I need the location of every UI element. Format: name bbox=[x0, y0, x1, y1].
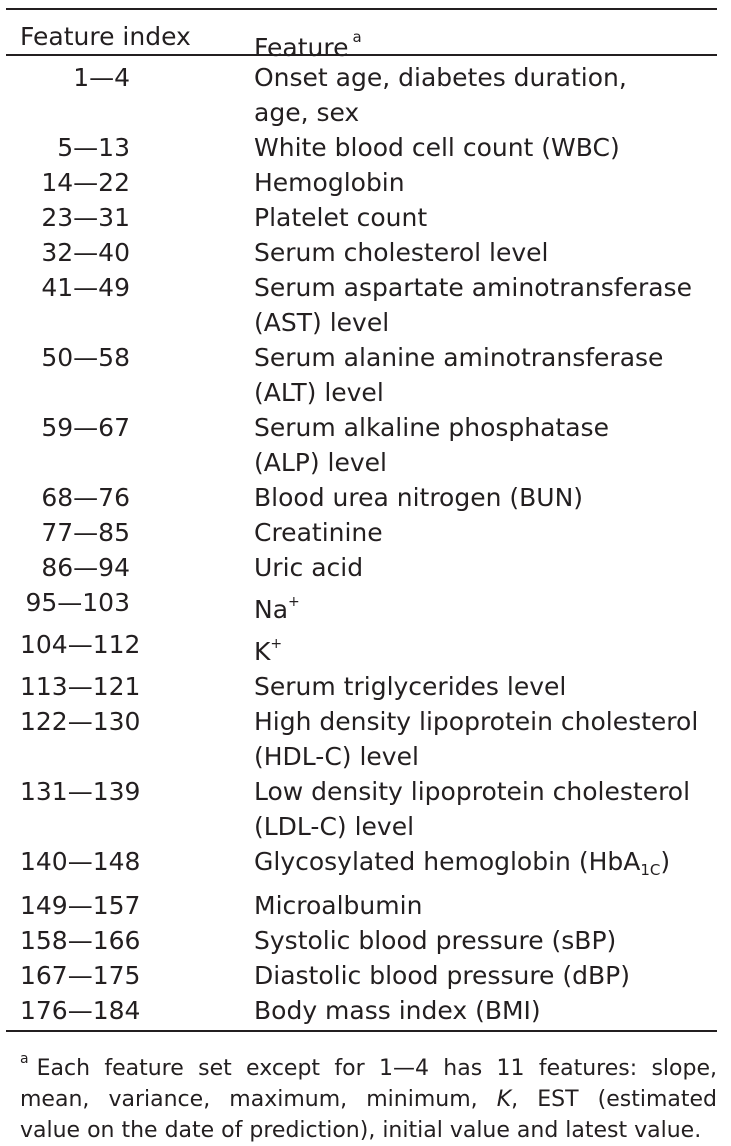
feature-index-cell bbox=[0, 923, 246, 958]
feature-cell bbox=[246, 704, 731, 774]
table-row bbox=[0, 200, 731, 235]
table-row bbox=[0, 515, 731, 550]
feature-text: age, sex bbox=[254, 98, 360, 127]
table-row bbox=[0, 704, 731, 774]
feature-index-cell bbox=[0, 340, 246, 375]
feature-index-value: 176—184 bbox=[20, 996, 141, 1025]
feature-cell bbox=[246, 200, 731, 235]
feature-text-base: K bbox=[254, 637, 271, 666]
feature-index-cell bbox=[0, 958, 246, 993]
feature-index-cell bbox=[0, 60, 246, 95]
feature-text bbox=[254, 844, 723, 888]
feature-cell bbox=[246, 585, 731, 627]
table-row bbox=[0, 844, 731, 888]
feature-index-value: 149—157 bbox=[20, 891, 141, 920]
footnote-line-3: value on the date of prediction), initial value and latest value. bbox=[20, 1118, 702, 1143]
feature-cell bbox=[246, 270, 731, 340]
table-row bbox=[0, 550, 731, 585]
table-row bbox=[0, 774, 731, 844]
feature-index-value: 113—121 bbox=[20, 672, 141, 701]
feature-index-value: 167—175 bbox=[20, 961, 141, 990]
table-body bbox=[0, 56, 731, 1030]
feature-text: Serum aspartate aminotransferase bbox=[254, 273, 692, 302]
feature-index-cell bbox=[0, 669, 246, 704]
feature-index-value: 104—112 bbox=[20, 630, 141, 659]
header-feature-label: Feature bbox=[254, 33, 349, 62]
feature-index-cell bbox=[0, 993, 246, 1028]
feature-index-cell bbox=[0, 480, 246, 515]
table-row bbox=[0, 958, 731, 993]
feature-cell bbox=[246, 958, 731, 993]
feature-text: Low density lipoprotein cholesterol bbox=[254, 777, 691, 806]
feature-cell bbox=[246, 550, 731, 585]
feature-cell bbox=[246, 235, 731, 270]
header-footnote-mark: a bbox=[352, 28, 362, 46]
feature-subscript: 1C bbox=[640, 861, 661, 879]
table-row bbox=[0, 888, 731, 923]
table-footnote bbox=[0, 1032, 731, 1146]
feature-index-value: 32—40 bbox=[41, 238, 130, 267]
feature-text: Serum alkaline phosphatase bbox=[254, 413, 609, 442]
table-row bbox=[0, 669, 731, 704]
feature-superscript: + bbox=[270, 636, 283, 652]
table-row bbox=[0, 130, 731, 165]
footnote-k: K bbox=[496, 1087, 512, 1112]
header-feature-index: Feature index bbox=[20, 22, 191, 51]
feature-index-value: 140—148 bbox=[20, 847, 141, 876]
feature-text: (HDL-C) level bbox=[254, 742, 419, 771]
feature-cell bbox=[246, 165, 731, 200]
feature-index-cell bbox=[0, 704, 246, 739]
table-row bbox=[0, 410, 731, 480]
feature-index-value: 68—76 bbox=[41, 483, 130, 512]
feature-text: Uric acid bbox=[254, 553, 364, 582]
feature-text: Serum triglycerides level bbox=[254, 672, 567, 701]
table-header bbox=[0, 10, 731, 62]
feature-index-value: 23—31 bbox=[41, 203, 130, 232]
table-row bbox=[0, 993, 731, 1028]
feature-text: Blood urea nitrogen (BUN) bbox=[254, 483, 584, 512]
feature-index-cell bbox=[0, 774, 246, 809]
feature-index-cell bbox=[0, 888, 246, 923]
feature-index-cell bbox=[0, 165, 246, 200]
footnote-text-2b: , EST (estimated bbox=[511, 1087, 717, 1112]
feature-index-value: 14—22 bbox=[41, 168, 130, 197]
footnote-mark: a bbox=[20, 1051, 29, 1067]
feature-index-value: 95—103 bbox=[25, 588, 130, 617]
feature-text: Platelet count bbox=[254, 203, 428, 232]
feature-index-cell bbox=[0, 515, 246, 550]
feature-index-value: 41—49 bbox=[41, 273, 130, 302]
feature-cell bbox=[246, 923, 731, 958]
feature-cell bbox=[246, 774, 731, 844]
feature-text: White blood cell count (WBC) bbox=[254, 133, 620, 162]
footnote-text-2a: mean, variance, maximum, minimum, bbox=[20, 1087, 497, 1112]
feature-text: Serum cholesterol level bbox=[254, 238, 549, 267]
feature-cell bbox=[246, 130, 731, 165]
feature-index-cell bbox=[0, 200, 246, 235]
table-row bbox=[0, 923, 731, 958]
feature-cell bbox=[246, 60, 731, 130]
feature-index-value: 122—130 bbox=[20, 707, 141, 736]
feature-text: Hemoglobin bbox=[254, 168, 405, 197]
feature-text: High density lipoprotein cholesterol bbox=[254, 707, 699, 736]
table-row bbox=[0, 60, 731, 130]
table-row bbox=[0, 340, 731, 410]
footnote-line-1 bbox=[20, 1044, 717, 1084]
feature-index-value: 86—94 bbox=[41, 553, 130, 582]
feature-text: Creatinine bbox=[254, 518, 383, 547]
feature-index-cell bbox=[0, 235, 246, 270]
table-row bbox=[0, 270, 731, 340]
feature-cell bbox=[246, 627, 731, 669]
feature-text-tail: ) bbox=[660, 847, 671, 876]
feature-index-cell bbox=[0, 627, 246, 662]
header-feature bbox=[246, 20, 731, 65]
feature-text: (ALT) level bbox=[254, 378, 384, 407]
feature-index-value: 59—67 bbox=[41, 413, 130, 442]
feature-text: (AST) level bbox=[254, 308, 390, 337]
feature-text: Systolic blood pressure (sBP) bbox=[254, 926, 617, 955]
feature-superscript: + bbox=[288, 594, 300, 610]
feature-text: Microalbumin bbox=[254, 891, 423, 920]
feature-index-value: 77—85 bbox=[41, 518, 130, 547]
feature-index-value: 131—139 bbox=[20, 777, 141, 806]
footnote-text-1: Each feature set except for 1—4 has 11 features: slope, bbox=[36, 1056, 717, 1081]
feature-index-cell bbox=[0, 270, 246, 305]
feature-index-cell bbox=[0, 410, 246, 445]
feature-index-value: 5—13 bbox=[57, 133, 130, 162]
feature-cell bbox=[246, 888, 731, 923]
feature-cell bbox=[246, 340, 731, 410]
table-row bbox=[0, 627, 731, 669]
table-row bbox=[0, 165, 731, 200]
table-row bbox=[0, 585, 731, 627]
feature-text bbox=[254, 627, 723, 669]
feature-index-cell bbox=[0, 585, 246, 620]
feature-cell bbox=[246, 844, 731, 888]
feature-text-base: Glycosylated hemoglobin (HbA bbox=[254, 847, 641, 876]
feature-text bbox=[254, 585, 723, 627]
feature-text: Serum alanine aminotransferase bbox=[254, 343, 664, 372]
feature-cell bbox=[246, 993, 731, 1028]
feature-index-value: 1—4 bbox=[73, 63, 130, 92]
feature-text: (ALP) level bbox=[254, 448, 388, 477]
feature-cell bbox=[246, 515, 731, 550]
feature-text: (LDL-C) level bbox=[254, 812, 415, 841]
feature-cell bbox=[246, 410, 731, 480]
feature-index-cell bbox=[0, 844, 246, 879]
footnote-line-2 bbox=[20, 1084, 717, 1115]
feature-text: Diastolic blood pressure (dBP) bbox=[254, 961, 630, 990]
feature-cell bbox=[246, 480, 731, 515]
table-row bbox=[0, 235, 731, 270]
feature-text-base: Na bbox=[254, 595, 289, 624]
feature-index-value: 158—166 bbox=[20, 926, 141, 955]
feature-index-value: 50—58 bbox=[41, 343, 130, 372]
feature-text: Onset age, diabetes duration, bbox=[254, 63, 627, 92]
feature-index-cell bbox=[0, 550, 246, 585]
feature-cell bbox=[246, 669, 731, 704]
feature-index-cell bbox=[0, 130, 246, 165]
table-row bbox=[0, 480, 731, 515]
feature-text: Body mass index (BMI) bbox=[254, 996, 541, 1025]
